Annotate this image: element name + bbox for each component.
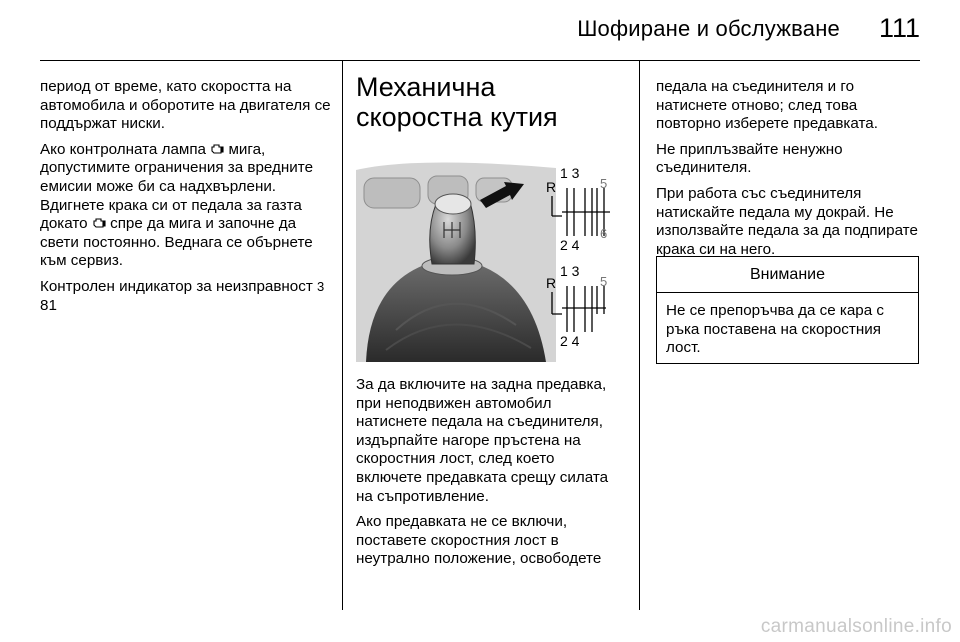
col2-paragraph-2: Ако предавката не се включи, поставете скоростния лост в неутрално положение, освободете <box>356 513 602 568</box>
upper-gear-5: 5 <box>600 176 608 191</box>
lower-reverse-label: R <box>546 275 557 291</box>
caution-box <box>656 256 919 364</box>
lower-top-gear-labels: 1 3 <box>560 263 580 279</box>
lower-bottom-gear-labels: 2 4 <box>560 333 580 349</box>
section-title: Механична скоростна кутия <box>356 72 558 132</box>
col1-paragraph-2 <box>40 141 332 271</box>
col1-p2-text-b: мига, допустимите ограничения за вредните емисии може би са надхвърлени. Вдигнете крака си от педала за газта докато <box>40 140 314 233</box>
upper-bottom-gear-labels: 2 4 <box>560 237 580 253</box>
col1-paragraph-1: период от време, като скоростта на автомобила и оборотите на двигателя се поддържат ниски. <box>40 78 331 133</box>
engine-warning-lamp-icon <box>210 142 224 156</box>
col1-p3-text: Контролен индикатор за неизправност <box>40 277 313 295</box>
column-2-text <box>356 376 624 576</box>
col1-paragraph-3 <box>40 278 332 315</box>
col3-paragraph-1: педала на съединителя и го натиснете отново; след това повторно изберете предавката. <box>656 78 878 133</box>
col3-paragraph-3: При работа със съединителя натискайте педала му докрай. Не използвайте педала за да подпирате крака си на него. <box>656 184 918 258</box>
gear-shift-figure <box>356 160 618 362</box>
header-rule <box>40 60 920 61</box>
column-divider-1 <box>342 60 343 610</box>
page-reference-icon: 3 <box>317 278 325 294</box>
upper-top-gear-labels: 1 3 <box>560 165 580 181</box>
caution-heading: Внимание <box>657 257 918 293</box>
column-3 <box>656 78 922 266</box>
running-header-title: Шофиране и обслужване <box>577 16 840 41</box>
column-divider-2 <box>639 60 640 610</box>
col2-paragraph-1: За да включите на задна предавка, при неподвижен автомобил натиснете педала на съединителя, издърпайте нагоре пръстена на скоростния лост, след което включете предавката срещу силата на съпротивление. <box>356 376 609 505</box>
watermark: carmanualsonline.info <box>760 616 952 637</box>
upper-gear-6: 6 <box>600 226 608 241</box>
engine-warning-lamp-icon <box>92 216 106 230</box>
upper-reverse-label: R <box>546 179 557 195</box>
gear-lever-illustration <box>356 160 618 362</box>
column-1 <box>40 78 332 322</box>
col3-paragraph-2: Не приплъзвайте ненужно съединителя. <box>656 140 843 177</box>
col1-p2-text-a: Ако контролната лампа <box>40 140 207 158</box>
page-number: 111 <box>878 13 920 43</box>
page-reference-link[interactable]: 81 <box>40 296 57 314</box>
col1-p2-text-c: спре да мига и започне да свети постоянно. Веднага се обърнете към сервиз. <box>40 215 313 270</box>
caution-body: Не се препоръчва да се кара с ръка поставена на скоростния лост. <box>666 302 885 357</box>
lower-gear-5: 5 <box>600 274 608 289</box>
